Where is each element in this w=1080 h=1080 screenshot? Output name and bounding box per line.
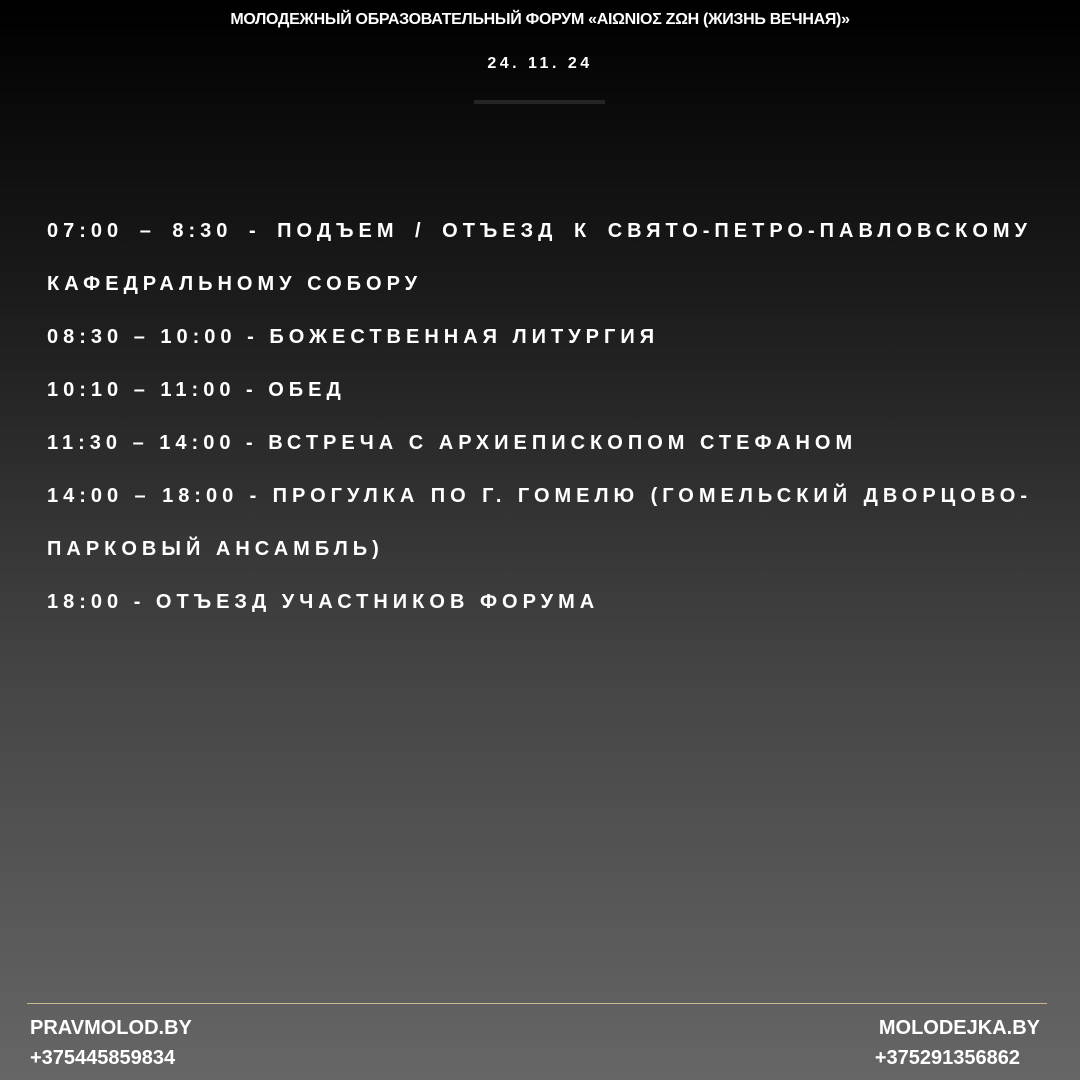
forum-title: МОЛОДЕЖНЫЙ ОБРАЗОВАТЕЛЬНЫЙ ФОРУМ «ΑΙΩΝΙΟΣ ΖΩΗ (ЖИЗНЬ ВЕЧНАЯ)» (230, 11, 850, 28)
footer-contact-right (875, 1013, 1040, 1073)
schedule-item: 14:00 – 18:00 - ПРОГУЛКА ПО Г. ГОМЕЛЮ (ГОМЕЛЬСКИЙ ДВОРЦОВО-ПАРКОВЫЙ АНСАМБЛЬ) (47, 485, 1032, 560)
footer-divider (27, 1003, 1047, 1004)
phone-number-left[interactable]: +375445859834 (30, 1047, 176, 1069)
event-date: 24. 11. 24 (487, 55, 593, 72)
footer-contact-left (30, 1013, 192, 1073)
phone-number-right[interactable]: +375291356862 (874, 1047, 1020, 1069)
schedule-item: 07:00 – 8:30 - ПОДЪЕМ / ОТЪЕЗД К СВЯТО-ПЕТРО-ПАВЛОВСКОМУ КАФЕДРАЛЬНОМУ СОБОРУ (47, 220, 1032, 295)
date-underline (474, 100, 605, 104)
schedule-item: 08:30 – 10:00 - БОЖЕСТВЕННАЯ ЛИТУРГИЯ (47, 326, 660, 348)
schedule-item: 18:00 - ОТЪЕЗД УЧАСТНИКОВ ФОРУМА (47, 591, 600, 613)
schedule-item: 11:30 – 14:00 - ВСТРЕЧА С АРХИЕПИСКОПОМ СТЕФАНОМ (47, 432, 858, 454)
schedule-list (47, 205, 1032, 629)
schedule-item: 10:10 – 11:00 - ОБЕД (47, 379, 346, 401)
website-link-pravmolod[interactable]: PRAVMOLOD.BY (30, 1017, 192, 1039)
website-link-molodejka[interactable]: MOLODEJKA.BY (878, 1017, 1040, 1039)
